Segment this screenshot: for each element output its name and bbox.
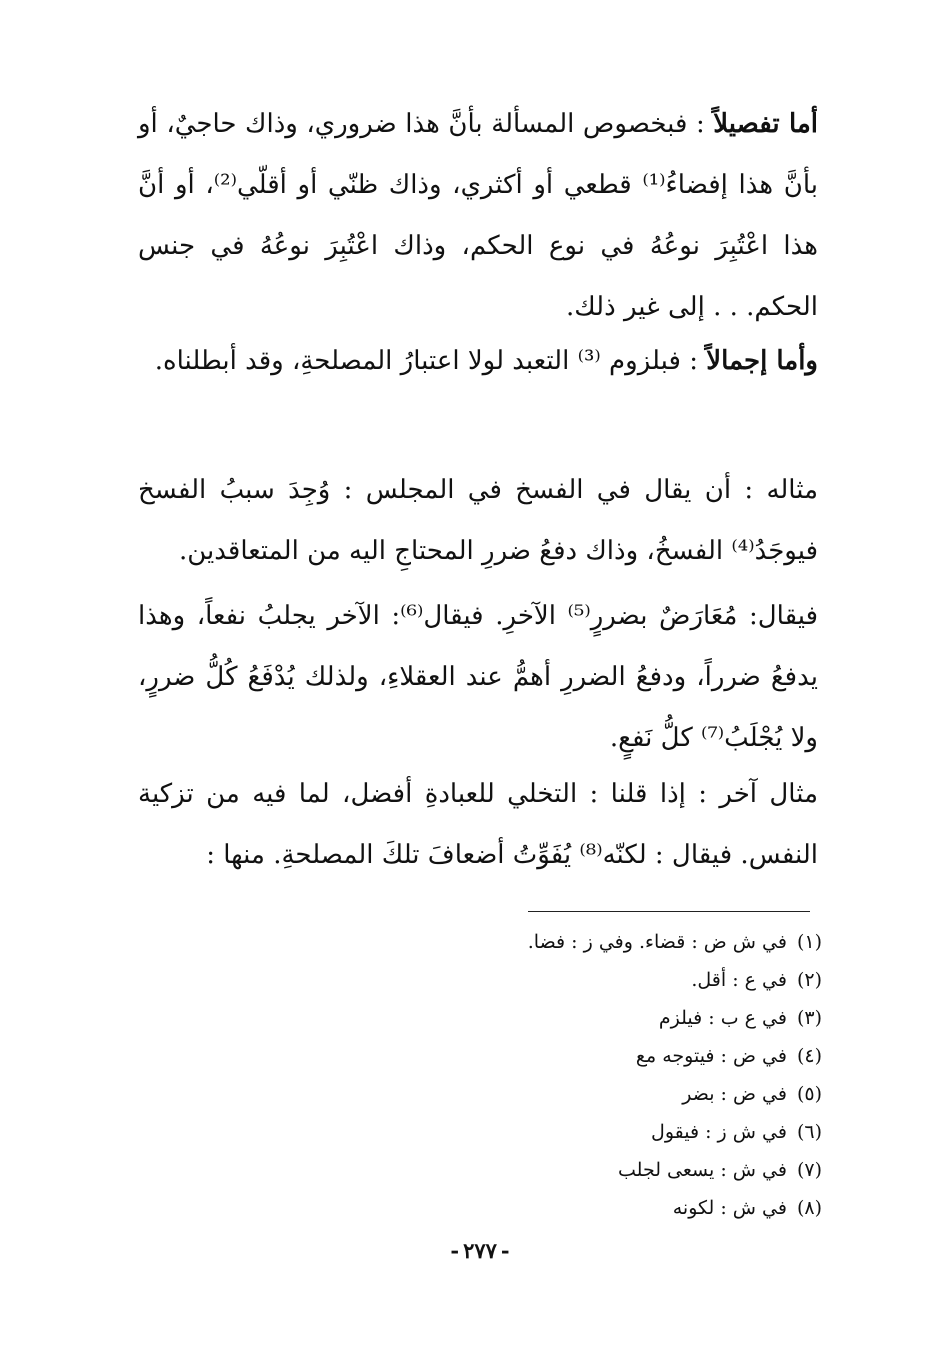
footnote-item xyxy=(430,923,822,961)
paragraph-text: فيقال: مُعَارَضٌ بضررٍ⁽⁵⁾ الآخرِ. فيقال⁽⁶⁾: الآخر يجلبُ نفعاً، وهذا يدفعُ ضرراً، ودفعُ الضررِ أهمُّ عند العقلاءِ، ولذلك يُدْفَعُ كُلُّ ضررٍ، ولا يُجْلَبُ⁽⁷⁾ كلُّ نَفعٍ. xyxy=(138,601,818,753)
footnote-number: (٥) xyxy=(796,1083,822,1105)
footnote-number: (٦) xyxy=(796,1121,822,1143)
paragraph-another-example xyxy=(138,764,818,886)
paragraph-text: : فبلزوم ⁽³⁾ التعبد لولا اعتبارُ المصلحةِ، وقد أبطلناه. xyxy=(154,346,698,376)
paragraph-text: : فبخصوص المسألة بأنَّ هذا ضروري، وذاك حاجيٌ، أو بأنَّ هذا إفضاءُ⁽¹⁾ قطعي أو أكثري، وذاك ظنّي أو أقلّي⁽²⁾، أو أنَّ هذا اعْتُبِرَ نوعُهُ في نوع الحكم، وذاك اعْتُبِرَ نوعُهُ في جنس الحكم. . . إلى غير ذلك. xyxy=(138,109,818,322)
paragraph-text: مثال آخر : إذا قلنا : التخلي للعبادةِ أفضل، لما فيه من تزكية النفس. فيقال : لكنّه⁽⁸⁾ يُفَوِّتُ أضعافَ تلكَ المصلحةِ. منها : xyxy=(138,779,818,870)
footnote-text: في ش : يسعى لجلب xyxy=(618,1159,787,1181)
footnote-text: في ع : أقل. xyxy=(691,969,787,991)
paragraph-detailed xyxy=(138,94,818,338)
footnote-number: (٢) xyxy=(796,969,822,991)
footnote-divider xyxy=(528,911,810,912)
footnote-text: في ض : فيتوجه مع xyxy=(635,1045,787,1067)
footnote-number: (١) xyxy=(796,931,822,953)
paragraph-objection xyxy=(138,586,818,769)
paragraph-example xyxy=(138,460,818,582)
footnote-item xyxy=(430,1037,822,1075)
paragraph-lead: أما تفصيلاً xyxy=(713,109,819,139)
footnote-number: (٣) xyxy=(796,1007,822,1029)
footnote-item xyxy=(430,999,822,1037)
paragraph-summary xyxy=(138,331,818,392)
page-number-dash: - xyxy=(500,1238,510,1263)
footnote-item xyxy=(430,961,822,999)
footnote-text: في ع ب : فيلزم xyxy=(658,1007,787,1029)
footnotes-list xyxy=(430,923,822,1227)
paragraph-text: مثاله : أن يقال في الفسخ في المجلس : وُجِدَ سببُ الفسخ فيوجَدُ⁽⁴⁾ الفسخُ، وذاك دفعُ ضررِ المحتاجِ اليه من المتعاقدين. xyxy=(138,475,818,566)
footnote-number: (٤) xyxy=(796,1045,822,1067)
footnote-number: (٧) xyxy=(796,1159,822,1181)
footnote-text: في ش ز : فيقول xyxy=(651,1121,787,1143)
footnote-text: في ض : بضر xyxy=(682,1083,787,1105)
page-number-value: ٢٧٧ xyxy=(463,1238,497,1263)
footnote-text: في ش : لكونه xyxy=(672,1197,787,1219)
paragraph-lead: وأما إجمالاً xyxy=(706,346,818,376)
footnote-item xyxy=(430,1189,822,1227)
footnote-text: في ش ض : قضاء. وفي ز : فضا. xyxy=(527,931,787,953)
footnote-number: (٨) xyxy=(796,1197,822,1219)
footnote-item xyxy=(430,1075,822,1113)
page-number xyxy=(380,1238,580,1263)
page-number-dash: - xyxy=(450,1238,460,1263)
footnote-item xyxy=(430,1151,822,1189)
footnote-item xyxy=(430,1113,822,1151)
